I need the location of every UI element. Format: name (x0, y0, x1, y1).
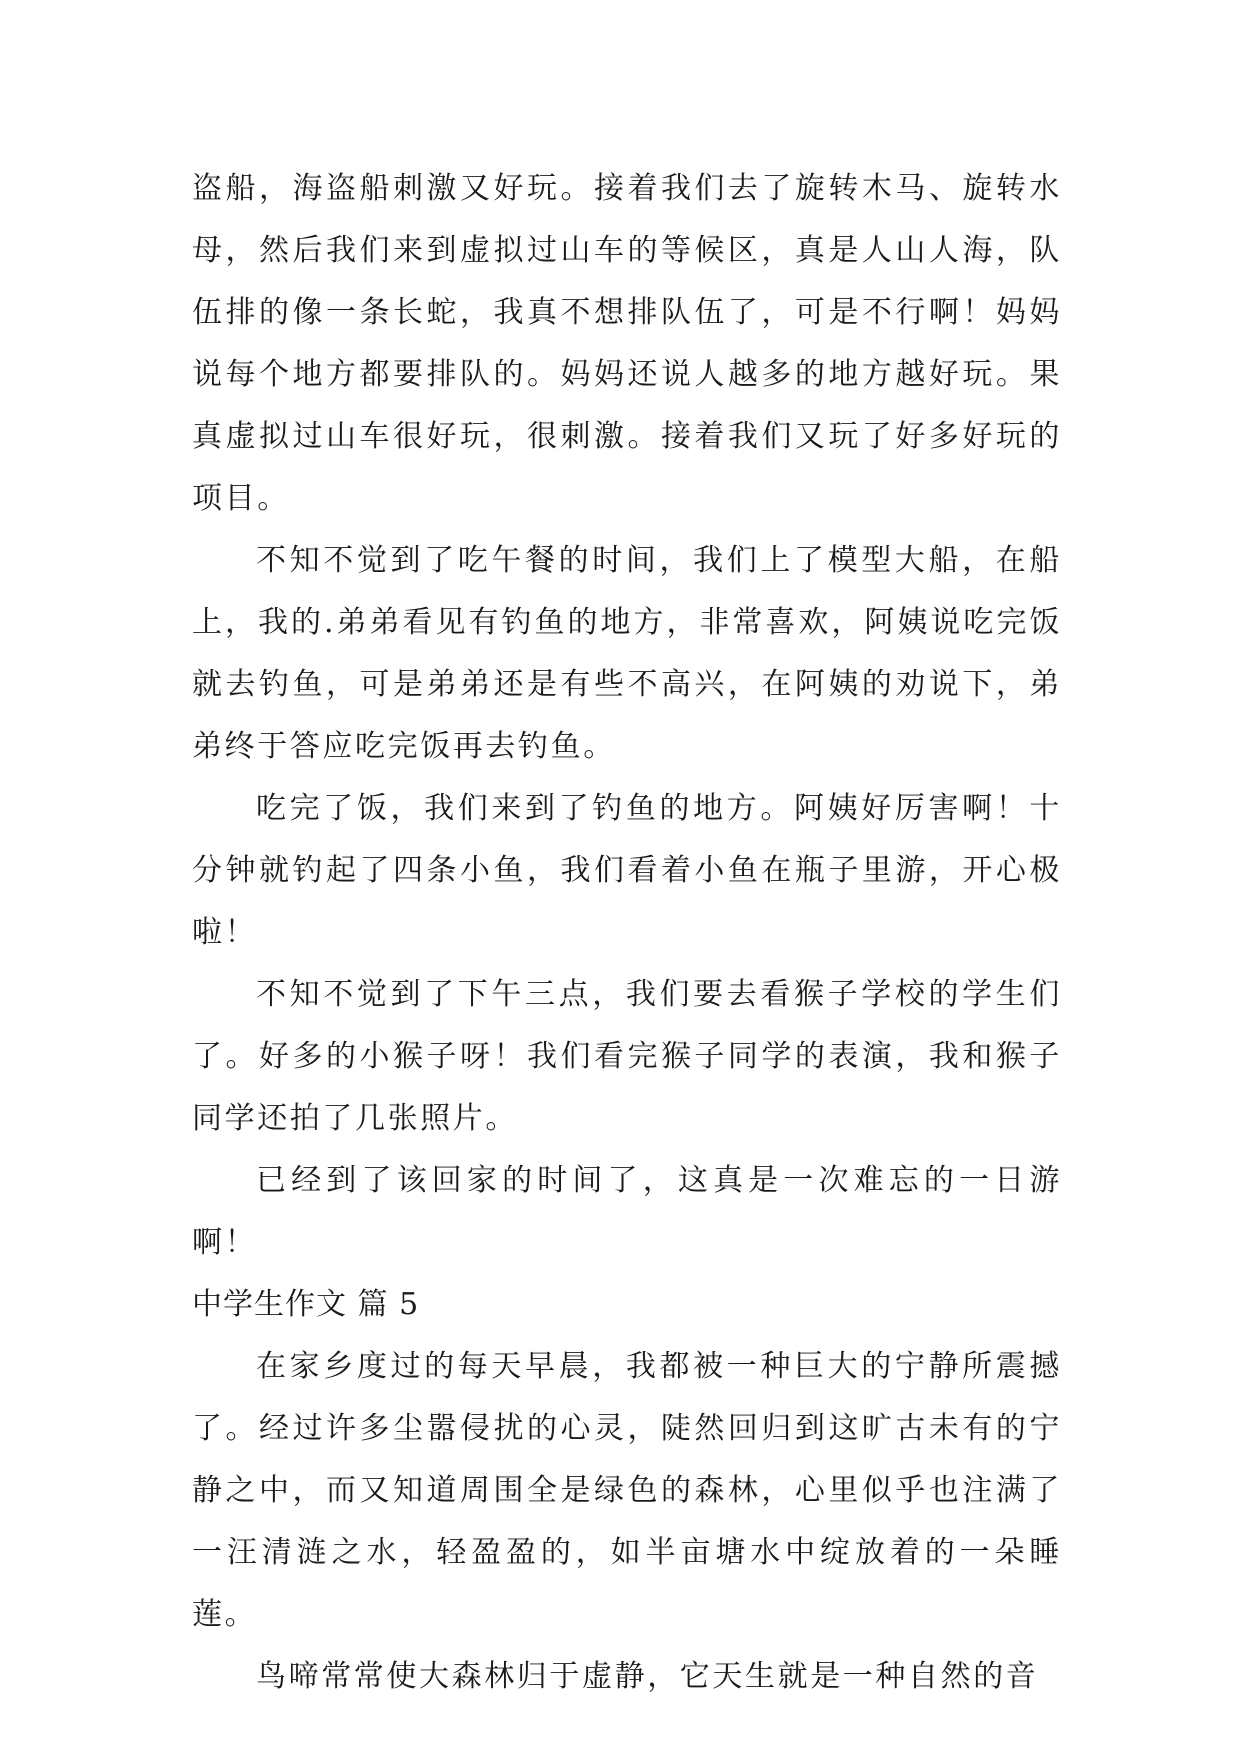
paragraph-lunch: 不知不觉到了吃午餐的时间，我们上了模型大船，在船上，我的.弟弟看见有钓鱼的地方，非常喜欢，阿姨说吃完饭就去钓鱼，可是弟弟还是有些不高兴，在阿姨的劝说下，弟弟终于答应吃完饭再去钓鱼。 (192, 543, 1062, 764)
paragraph-going-home: 已经到了该回家的时间了，这真是一次难忘的一日游啊！ (192, 1163, 1062, 1260)
paragraph-hometown-morning: 在家乡度过的每天早晨，我都被一种巨大的宁静所震撼了。经过许多尘嚣侵扰的心灵，陡然回归到这旷古未有的宁静之中，而又知道周围全是绿色的森林，心里似乎也注满了一汪清涟之水，轻盈盈的，如半亩塘水中绽放着的一朵睡莲。 (192, 1349, 1062, 1632)
paragraph-fishing: 吃完了饭，我们来到了钓鱼的地方。阿姨好厉害啊！十分钟就钓起了四条小鱼，我们看着小鱼在瓶子里游，开心极啦！ (192, 791, 1062, 950)
paragraph-continued: 盗船，海盗船刺激又好玩。接着我们去了旋转木马、旋转水母，然后我们来到虚拟过山车的等候区，真是人山人海，队伍排的像一条长蛇，我真不想排队伍了，可是不行啊！妈妈说每个地方都要排队的。妈妈还说人越多的地方越好玩。果真虚拟过山车很好玩，很刺激。接着我们又玩了好多好玩的项目。 (192, 171, 1062, 516)
paragraph-bird-song: 鸟啼常常使大森林归于虚静，它天生就是一种自然的音 (256, 1659, 1039, 1694)
document-body (192, 158, 1062, 1708)
section-heading: 中学生作文 篇 5 (192, 1287, 420, 1322)
paragraph-monkeys: 不知不觉到了下午三点，我们要去看猴子学校的学生们了。好多的小猴子呀！我们看完猴子同学的表演，我和猴子同学还拍了几张照片。 (192, 977, 1062, 1136)
